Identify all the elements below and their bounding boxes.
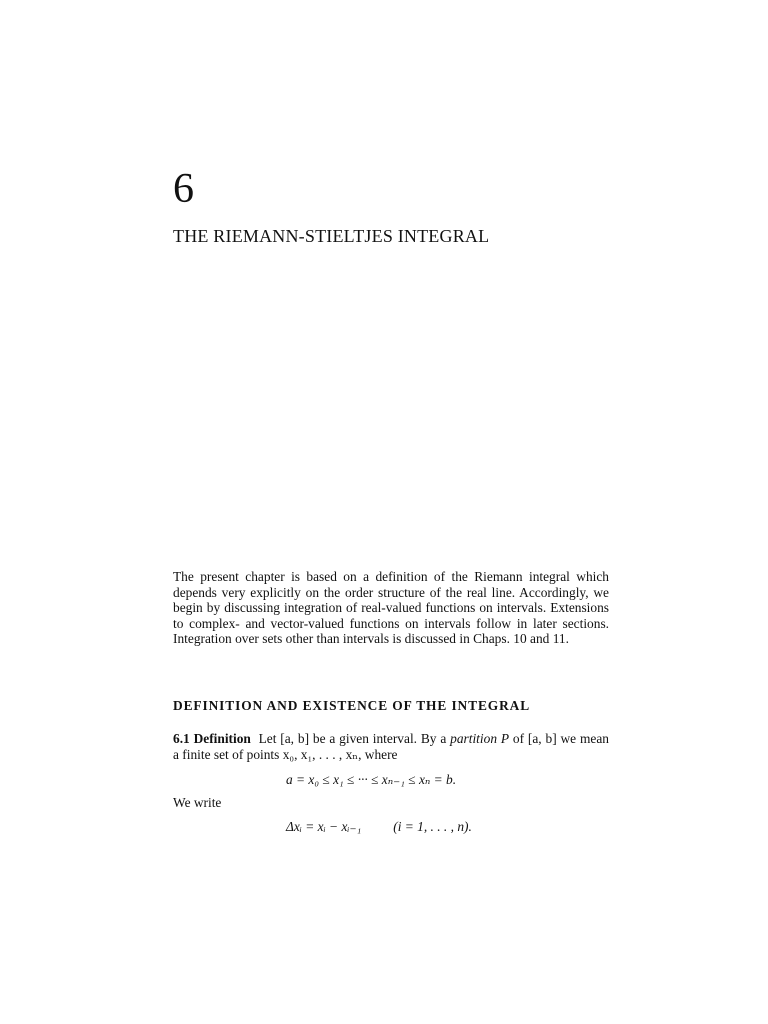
delta-equation <box>286 819 472 835</box>
delta-equation-body: Δxᵢ = xᵢ − xᵢ₋₁ <box>286 819 362 834</box>
delta-equation-condition: (i = 1, . . . , n). <box>393 819 472 834</box>
section-heading: DEFINITION AND EXISTENCE OF THE INTEGRAL <box>173 698 531 713</box>
definition-label: 6.1 Definition <box>173 731 251 746</box>
intro-paragraph: The present chapter is based on a definition of the Riemann integral which depends very explicitly on the order structure of the real line. Accordingly, we begin by discussing integration of real-valued functions on intervals. Extensions to complex- and vector-valued functions on intervals follow in later sections. Integration over sets other than intervals is discussed in Chaps. 10 and 11. <box>173 569 609 647</box>
definition-paragraph <box>173 731 609 763</box>
partition-equation: a = x₀ ≤ x₁ ≤ ··· ≤ xₙ₋₁ ≤ xₙ = b. <box>286 772 457 787</box>
definition-text-1: Let [a, b] be a given interval. By a <box>258 731 451 746</box>
chapter-title: THE RIEMANN-STIELTJES INTEGRAL <box>173 226 490 246</box>
definition-text-2: of [a, b] we mean a finite set of points x₀, x₁, . . . , xₙ, where <box>173 731 609 762</box>
chapter-number: 6 <box>173 166 194 212</box>
definition-term: partition P <box>450 731 510 746</box>
we-write-text: We write <box>173 795 222 810</box>
